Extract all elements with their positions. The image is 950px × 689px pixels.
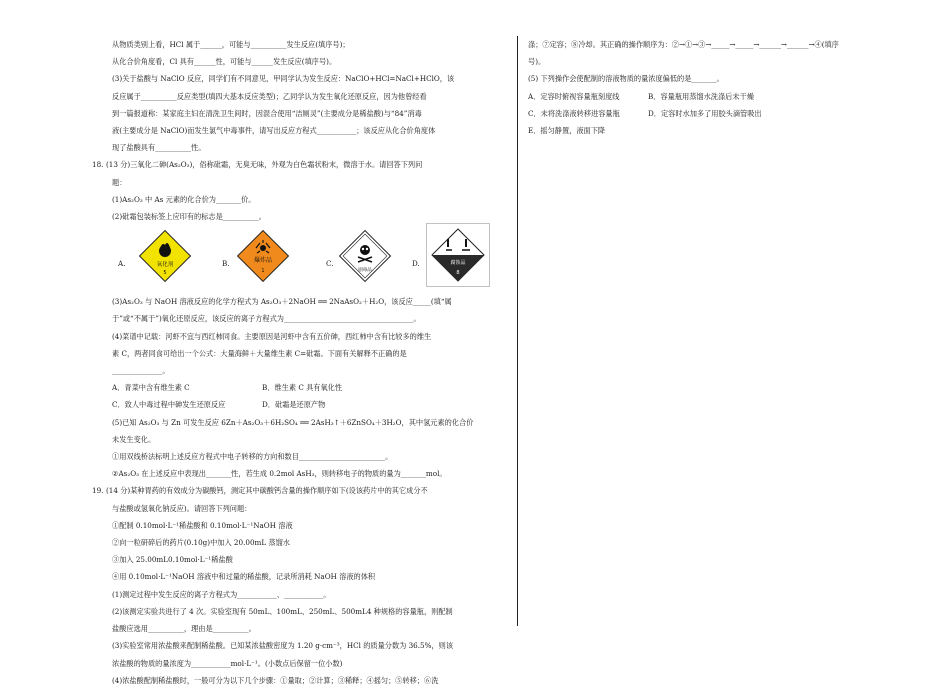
q18-option-a: A．青菜中含有维生素 C [112, 383, 190, 393]
q19-line-4: ②向一粒研碎后的药片(0.10g)中加入 20.00mL 蒸馏水 [112, 538, 290, 548]
sign-option-d-letter: D. [412, 259, 420, 269]
explosive-number: 1 [261, 268, 265, 275]
q19-number: 19. [92, 486, 104, 496]
q18-line-1 [92, 156, 510, 173]
q18-after-line-2: 于”或“不属于”)氧化还原反应，该反应的离子方程式为____________________________________。 [112, 314, 421, 324]
q18-end-line-4: ②As₂O₃ 在上述反应中表现出_______性，若生成 0.2mol AsH₃，则转移电子的物质的量为_______mol。 [112, 469, 447, 479]
intro-line-1: 从物质类别上看，HCl 属于______，可能与__________发生反应(填序号)； [112, 40, 350, 49]
intro-line-7: 现了盐酸具有__________性。 [112, 143, 206, 153]
right-column [528, 36, 838, 139]
q19-5-option-c: C．未将洗涤液转移进容量瓶 [528, 108, 620, 118]
q18-after-line-4: 素 C，两者同食可给出一个公式：大量海鲜＋大量维生素 C=砒霜。下面有关解释不正确的是 [112, 348, 407, 358]
q18-option-d: D．砒霜是还原产物 [262, 400, 326, 410]
q19-line-10: (3)实验室常用浓盐酸来配制稀盐酸。已知某浓盐酸密度为 1.20 g·cm⁻³，HCl 的质量分数为 36.5%，则该 [112, 641, 454, 651]
q19-line-7: (1)测定过程中发生反应的离子方程式为___________、___________。 [112, 589, 331, 599]
q19-line-12: (4)浓盐酸配制稀盐酸时，一般可分为以下几个步骤：①量取；②计算；③稀释；④摇匀；⑤转移；⑥洗 [112, 675, 439, 685]
right-line-3: (5) 下列操作会使配制的溶液物质的量浓度偏低的是_______。 [528, 74, 724, 84]
intro-line-3: (3)关于盐酸与 NaClO 反应，同学们有不同意见，甲同学认为发生反应：NaClO+HCl=NaCl+HClO，该 [112, 74, 455, 84]
q18-end-line-2: 未发生变化。 [112, 434, 156, 444]
corrosive-label: 腐蚀品 [450, 260, 466, 267]
corrosive-number: 8 [456, 270, 460, 277]
q19-5-option-a: A．定容时俯视容量瓶刻度线 [528, 91, 620, 101]
q19-line-2: 与盐酸或氢氧化钠反应)。请回答下列问题： [112, 503, 252, 513]
intro-line-5: 到一篇报道称：某家庭主妇在清洗卫生间时，因混合使用“洁厕灵”(主要成分是稀盐酸)与“84”消毒 [112, 108, 422, 118]
q19-5-option-e: E．摇匀静置，液面下降 [528, 126, 606, 136]
q18-end-line-1: (5)已知 As₂O₃ 与 Zn 可发生反应 6Zn＋As₂O₃＋6H₂SO₄ ══ 2AsH₃↑＋6ZnSO₄＋3H₂O，其中氢元素的化合价 [112, 417, 474, 427]
column-divider [517, 36, 518, 626]
oxidizer-number: 5 [163, 270, 167, 277]
q19-line-5: ③加入 25.00mL0.10mol·L⁻¹稀盐酸 [112, 555, 233, 565]
q18-option-c: C．致人中毒过程中砷发生还原反应 [112, 400, 226, 410]
q18-after-line-5: ______________。 [112, 366, 170, 376]
q18-number: 18. [92, 160, 104, 170]
explosive-sign-icon [236, 229, 290, 283]
q19-line-8: (2)该测定实验共进行了 4 次。实验室现有 50mL、100mL、250mL、500mL4 种规格的容量瓶，则配制 [112, 606, 453, 616]
right-line-1: 涤；⑦定容；⑧冷却。其正确的操作顺序为：②→①→③→_____→_____→______→______→④(填序 [528, 40, 839, 49]
q19-line-9: 盐酸应选用__________，理由是__________。 [112, 624, 256, 634]
intro-line-4: 反应属于__________反应类型(填四大基本反应类型)；乙同学认为发生氧化还原反应，因为他曾经看 [112, 91, 427, 101]
q19-5-option-d: D．定容时水加多了用胶头滴管吸出 [648, 108, 762, 118]
toxic-sign-icon [338, 229, 392, 283]
q18-after-line-1: (3)As₂O₃ 与 NaOH 溶液反应的化学方程式为 As₂O₃＋2NaOH ══ 2NaAsO₂＋H₂O，该反应_____(填“属 [112, 297, 452, 307]
oxidizer-label: 氧化剂 [156, 262, 174, 269]
corrosive-sign-icon [426, 223, 490, 287]
q19-line-11: 浓盐酸的物质的量浓度为___________mol·L⁻¹。(小数点后保留一位小数) [112, 658, 343, 668]
oxidizer-sign-icon [138, 229, 192, 283]
q18-text-1: (13 分)三氧化二砷(As₂O₃)，俗称砒霜，无臭无味，外观为白色霜状粉末，微溶于水。请回答下列问 [106, 160, 423, 170]
sign-option-a-letter: A. [118, 259, 126, 269]
intro-line-2: 从化合价角度看，Cl 具有______性，可能与______发生反应(填序号)。 [112, 57, 337, 67]
q18-line-3: (1)As₂O₃ 中 As 元素的化合价为_______价。 [112, 194, 256, 204]
right-line-2: 号)。 [528, 57, 546, 67]
right-options-row-2 [528, 105, 838, 122]
q19-5-option-b: B．容量瓶用蒸馏水洗涤后未干燥 [648, 91, 754, 101]
q18-line-2: 题： [112, 177, 127, 187]
q18-line-4: (2)砒霜包装标签上应印有的标志是__________。 [112, 212, 266, 222]
q19-line-1 [92, 482, 510, 499]
sign-option-b-letter: B. [222, 259, 230, 269]
hazard-signs-row [112, 229, 510, 291]
q19-text-1: (14 分)某种胃药的有效成分为碳酸钙，测定其中碳酸钙含量的操作顺序如下(设该药片中的其它成分不 [106, 486, 428, 496]
left-column [92, 36, 510, 689]
toxic-label: 剧毒品 [358, 268, 372, 274]
q18-options-row-2 [112, 396, 510, 413]
sign-option-c-letter: C. [326, 259, 334, 269]
intro-line-6: 液(主要成分是 NaClO)而发生氯气中毒事件，请写出反应方程式___________；该反应从化合价角度体 [112, 126, 436, 136]
q18-option-b: B．维生素 C 具有氧化性 [262, 383, 343, 393]
right-options-row-1 [528, 88, 838, 105]
q19-line-6: ④用 0.10mol·L⁻¹NaOH 溶液中和过量的稀盐酸，记录所消耗 NaOH 溶液的体积 [112, 572, 376, 582]
q19-line-3: ①配制 0.10mol·L⁻¹稀盐酸和 0.10mol·L⁻¹NaOH 溶液 [112, 520, 293, 530]
q18-after-line-3: (4)菜谱中记载：河虾不宜与西红柿同食。主要原因是河虾中含有五价砷，西红柿中含有比较多的维生 [112, 331, 432, 341]
q18-end-line-3: ①用双线桥法标明上述反应方程式中电子转移的方向和数目________________________。 [112, 452, 393, 462]
q18-options-row-1 [112, 379, 510, 396]
explosive-label: 爆炸品 [253, 257, 273, 265]
